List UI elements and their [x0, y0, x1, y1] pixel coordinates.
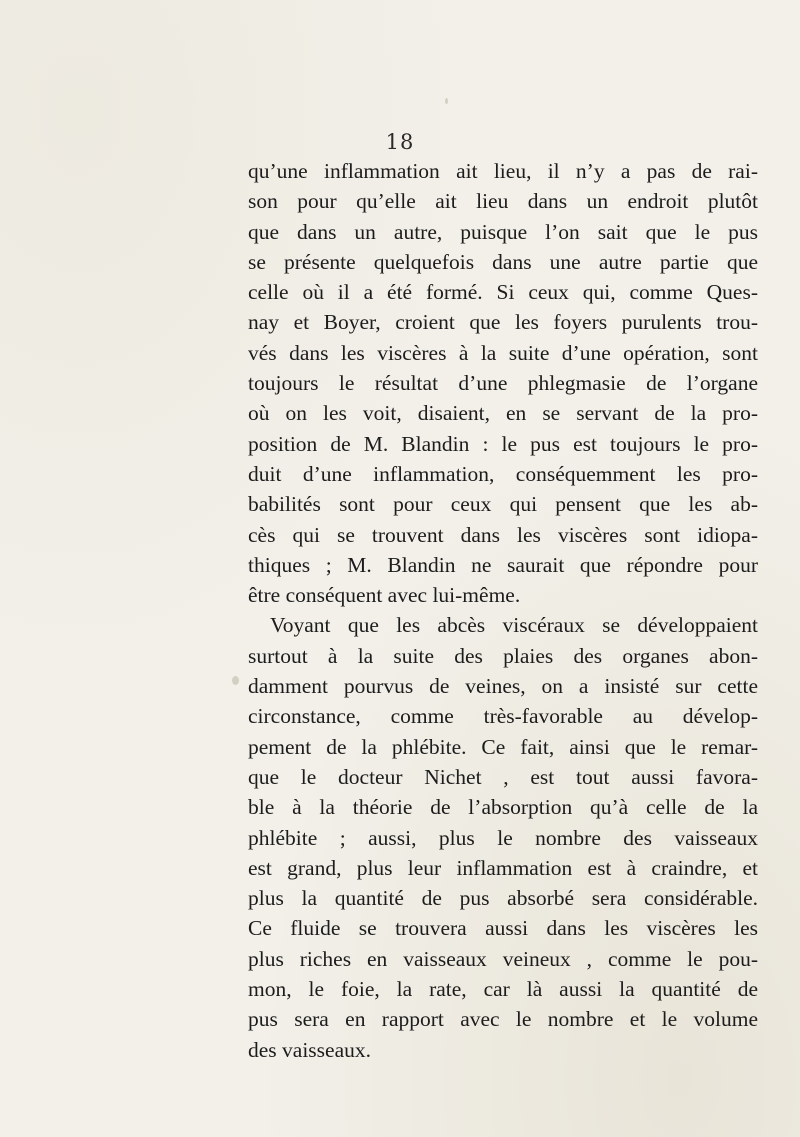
text-line: surtout à la suite des plaies des organes abon-	[248, 643, 758, 668]
text-line: où on les voit, disaient, en se servant de la pro-	[248, 401, 758, 426]
page-number: 18	[385, 130, 415, 154]
text-line: Voyant que les abcès viscéraux se développaient	[270, 613, 758, 638]
paragraph-1	[248, 156, 758, 610]
paper-stain	[445, 98, 448, 104]
text-line: thiques ; M. Blandin ne saurait que répondre pour	[248, 552, 758, 577]
text-line: toujours le résultat d’une phlegmasie de l’organe	[248, 371, 758, 396]
text-line: son pour qu’elle ait lieu dans un endroit plutôt	[248, 189, 758, 214]
text-line: qu’une inflammation ait lieu, il n’y a pas de rai-	[248, 159, 758, 183]
text-line: ble à la théorie de l’absorption qu’à celle de la	[248, 795, 758, 820]
text-line: que dans un autre, puisque l’on sait que le pus	[248, 219, 758, 244]
text-line: Ce fluide se trouvera aussi dans les viscères les	[248, 916, 758, 941]
text-line: position de M. Blandin : le pus est toujours le pro-	[248, 431, 758, 456]
text-line: nay et Boyer, croient que les foyers purulents trou-	[248, 310, 758, 335]
text-line: que le docteur Nichet , est tout aussi favora-	[248, 764, 758, 789]
text-line: plus riches en vaisseaux veineux , comme le pou-	[248, 946, 758, 971]
body-text	[248, 156, 758, 1065]
text-line: mon, le foie, la rate, car là aussi la quantité de	[248, 977, 758, 1002]
text-line: vés dans les viscères à la suite d’une opération, sont	[248, 340, 758, 365]
text-line: damment pourvus de veines, on a insisté sur cette	[248, 674, 758, 699]
text-line: plus la quantité de pus absorbé sera considérable.	[248, 886, 758, 911]
text-line: celle où il a été formé. Si ceux qui, comme Ques-	[248, 280, 758, 305]
text-line: est grand, plus leur inflammation est à craindre, et	[248, 855, 758, 880]
text-line: être conséquent avec lui-même.	[248, 583, 521, 608]
text-line: pement de la phlébite. Ce fait, ainsi que le remar-	[248, 734, 758, 759]
text-line: se présente quelquefois dans une autre partie que	[248, 249, 758, 274]
text-line: cès qui se trouvent dans les viscères sont idiopa-	[248, 522, 758, 547]
text-line: pus sera en rapport avec le nombre et le volume	[248, 1007, 758, 1032]
text-line: babilités sont pour ceux qui pensent que les ab-	[248, 492, 758, 517]
paper-stain	[232, 676, 239, 685]
text-line: circonstance, comme très-favorable au dévelop-	[248, 704, 758, 729]
paragraph-2	[248, 610, 758, 1064]
text-line: phlébite ; aussi, plus le nombre des vaisseaux	[248, 825, 758, 850]
text-line: duit d’une inflammation, conséquemment les pro-	[248, 461, 758, 486]
text-line: des vaisseaux.	[248, 1037, 371, 1062]
